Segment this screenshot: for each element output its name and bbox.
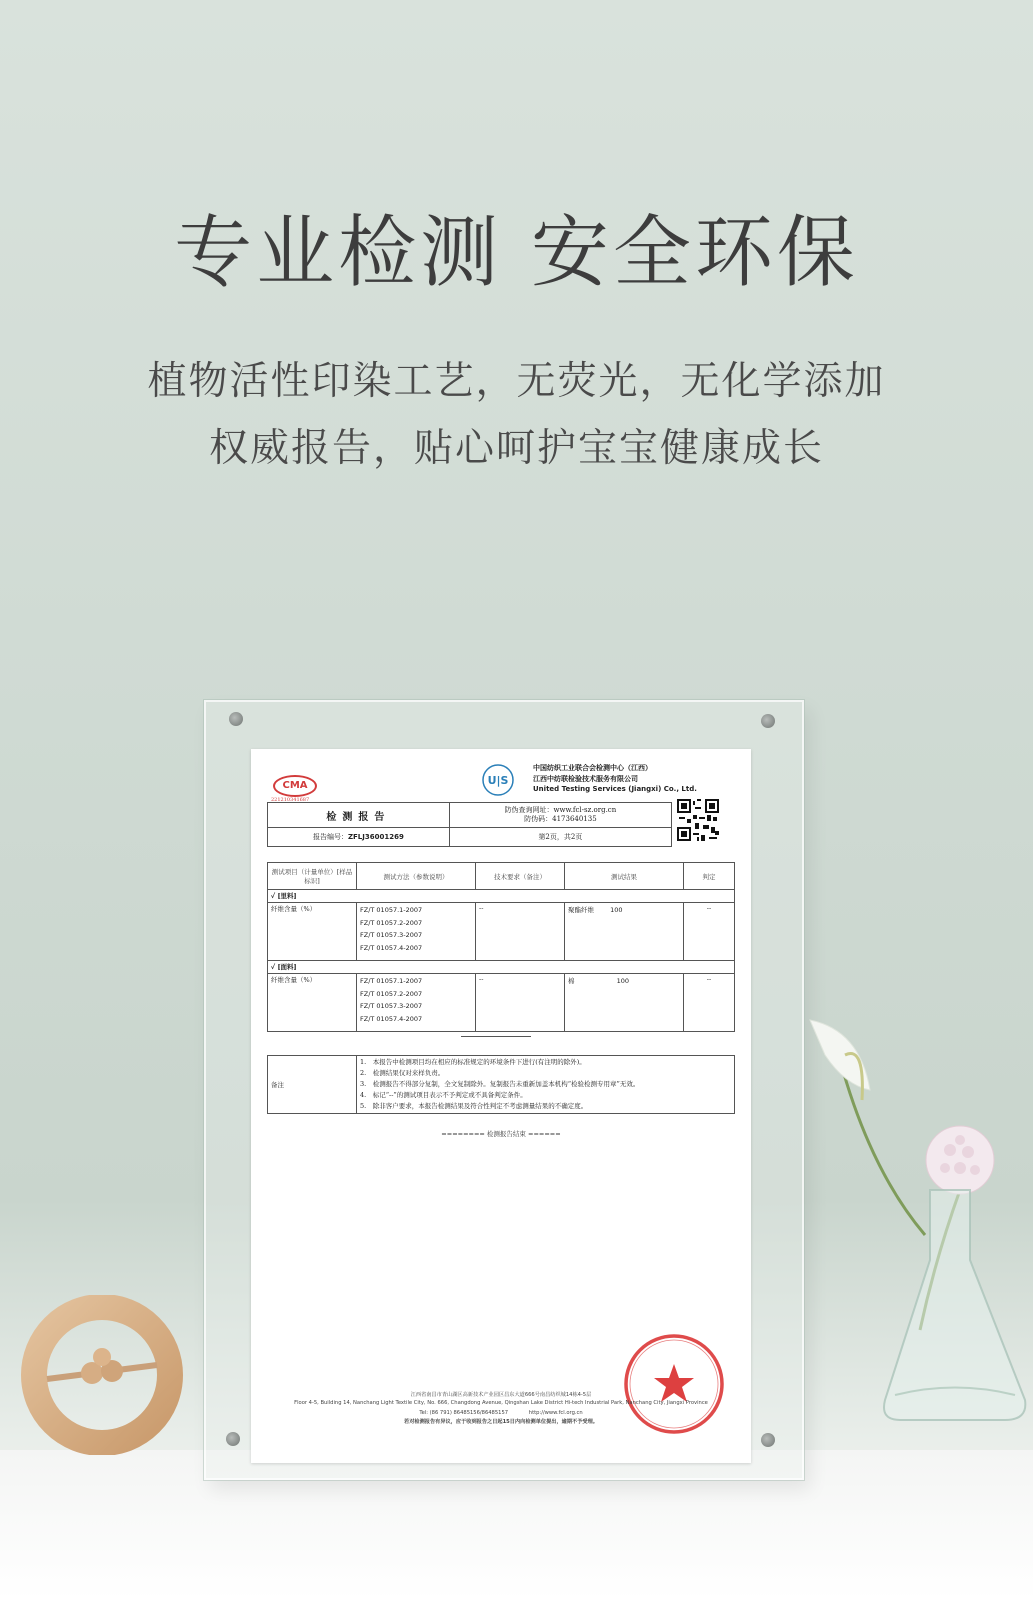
report-number-cell (268, 828, 450, 847)
result (565, 903, 684, 961)
report-header-table (267, 802, 672, 847)
subtitle-line-2: 权威报告，贴心呵护宝宝健康成长 (208, 426, 824, 471)
screw-icon (761, 1433, 775, 1447)
test-report (251, 749, 751, 1463)
headline: 专业检测 安全环保 (174, 208, 859, 298)
notes-table (267, 1055, 735, 1114)
requirement: -- (476, 974, 565, 1032)
flower-vase-icon (800, 1000, 1033, 1460)
report-number: ZFLJ36001269 (347, 833, 404, 841)
result-fiber: 棉 (568, 977, 575, 985)
result-value: 100 (616, 977, 629, 985)
page-info: 第2页，共2页 (449, 828, 671, 847)
col-header-item: 测试项目（计量单位）[样品标识] (268, 863, 357, 890)
notes-label: 备注 (268, 1056, 357, 1114)
section-label: ✓ [里料] (268, 890, 735, 903)
screw-icon (229, 712, 243, 726)
verify-info (449, 803, 671, 828)
cma-logo: CMA (273, 775, 317, 797)
col-header-result: 测试结果 (565, 863, 684, 890)
qr-code-icon (677, 799, 719, 841)
table-row (268, 974, 735, 1032)
verify-code: 防伪码：4173640135 (524, 815, 597, 823)
result-value: 100 (610, 906, 623, 914)
test-methods: FZ/T 01057.1-2007 FZ/T 01057.2-2007 FZ/T 01057.3-2007 FZ/T 01057.4-2007 (357, 974, 476, 1032)
report-number-label: 报告编号： (312, 833, 348, 841)
cma-number: 221210341687 (271, 797, 310, 803)
lab-name-cn-2: 江西中纺联检验技术服务有限公司 (533, 775, 638, 783)
results-table (267, 862, 735, 1032)
footer-contact: Tel: (86 791) 86485156/86485157 http://www.fcl.org.cn (419, 1410, 583, 1416)
report-title: 检测报告 (268, 803, 450, 828)
footer-address-cn: 江西省南昌市青山湖区高新技术产业园区昌东大道666号南昌纺织城14栋4-5层 (410, 1392, 592, 1398)
col-header-method: 测试方法（参数说明） (357, 863, 476, 890)
footer-note: 若对检测报告有异议，应于收到报告之日起15日内向检测单位提出，逾期不予受理。 (404, 1419, 598, 1425)
footer-address-en: Floor 4-5, Building 14, Nanchang Light Textile City, No. 666, Changdong Avenue, Qingshan Lake District Hi-tech Industrial Park, Nanchang City, Jiangxi Province (294, 1400, 708, 1406)
test-item: 纤维含量（%） (268, 974, 357, 1032)
lab-name-cn-1: 中国纺织工业联合会检测中心（江西） (533, 764, 652, 772)
verify-site: 防伪查询网址：www.fcl-sz.org.cn (504, 806, 617, 814)
col-header-requirement: 技术要求（备注） (476, 863, 565, 890)
screw-icon (226, 1432, 240, 1446)
result (565, 974, 684, 1032)
result-fiber: 聚酯纤维 (568, 906, 594, 914)
screw-icon (761, 714, 775, 728)
col-header-verdict: 判定 (684, 863, 735, 890)
subtitle-line-1: 植物活性印染工艺，无荧光，无化学添加 (147, 359, 886, 404)
test-item: 纤维含量（%） (268, 903, 357, 961)
table-row (268, 903, 735, 961)
requirement: -- (476, 903, 565, 961)
notes-list: 1. 本报告中检测项目均在相应的标准规定的环境条件下进行(有注明的除外)。 2. 检测结果仅对来样负责。 3. 检测报告不得部分复制，全文复制除外。复制报告未重新加盖本机构“检验检测专用章”无效。 4. 标记“--”的测试项目表示不予判定或不具备判定条件。 5. 除非客户要求，本报告检测结果及符合性判定不考虑测量结果的不确定度。 (357, 1056, 735, 1114)
section-label: ✓ [面料] (268, 961, 735, 974)
svg-text:U|S: U|S (487, 774, 509, 787)
verdict: -- (684, 903, 735, 961)
lab-name-en: United Testing Services (Jiangxi) Co., Ltd. (533, 785, 697, 793)
uts-logo-icon (481, 763, 515, 797)
test-methods: FZ/T 01057.1-2007 FZ/T 01057.2-2007 FZ/T 01057.3-2007 FZ/T 01057.4-2007 (357, 903, 476, 961)
report-end: ======== 检测报告结束 ====== (441, 1130, 561, 1138)
verdict: -- (684, 974, 735, 1032)
wooden-rattle-icon (12, 1295, 192, 1455)
divider (461, 1036, 531, 1037)
